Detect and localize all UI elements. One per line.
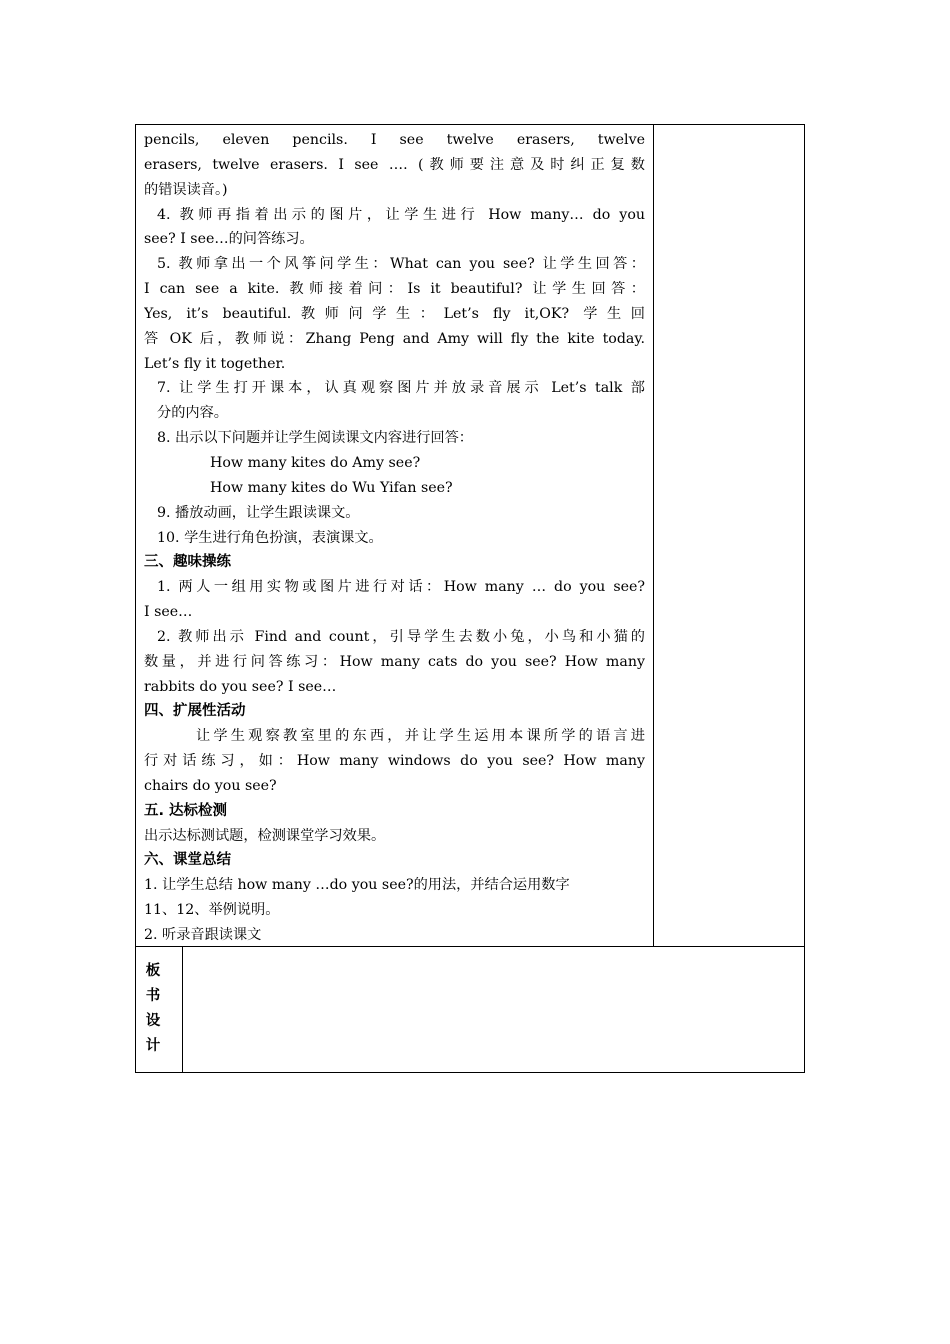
text-line: 数量，并进行问答练习：How many cats do you see? How many xyxy=(144,653,645,670)
text-line: chairs do you see? xyxy=(144,777,277,794)
text-line: 答 OK 后，教师说：Zhang Peng and Amy will fly the kite today. xyxy=(144,330,645,347)
text-line: I can see a kite. 教师接着问：Is it beautiful? 让学生回答： xyxy=(144,281,645,298)
text-line: 的错误读音。) xyxy=(144,181,228,198)
text-line: rabbits do you see? I see… xyxy=(144,678,337,695)
text-line: 分的内容。 xyxy=(157,405,228,422)
text-line: erasers, twelve erasers. I see …. (教师要注意及时纠正复数 xyxy=(144,156,645,173)
text-line: Yes, it’s beautiful.教师问学生：Let’s fly it,OK? 学生回 xyxy=(144,305,645,322)
text-line: 行对话练习，如：How many windows do you see? How many xyxy=(144,753,645,770)
label-char: 计 xyxy=(145,1038,161,1054)
text-line: see? I see…的问答练习。 xyxy=(144,231,314,248)
text-line: 2. 听录音跟读课文 xyxy=(144,927,262,943)
text-line: 让学生观察教室里的东西，并让学生运用本课所学的语言进 xyxy=(196,728,645,745)
text-line: 出示达标测试题，检测课堂学习效果。 xyxy=(144,827,386,844)
text-line: I see… xyxy=(144,604,193,621)
board-design-row xyxy=(136,947,804,1072)
text-line: 2. 教师出示 Find and count，引导学生去数小兔，小鸟和小猫的 xyxy=(157,628,645,645)
question-line: How many kites do Amy see? xyxy=(210,454,421,471)
notes-cell xyxy=(654,125,804,947)
text-line: 11、12、举例说明。 xyxy=(144,902,280,919)
text-line: 1. 两人一组用实物或图片进行对话：How many … do you see? xyxy=(157,579,645,596)
lesson-plan-table xyxy=(135,124,805,1073)
label-char: 板 xyxy=(145,963,161,979)
section-heading: 四、扩展性活动 xyxy=(144,703,246,720)
text-line: 7. 让学生打开课本，认真观察图片并放录音展示 Let’s talk 部 xyxy=(157,380,645,397)
text-line: 8. 出示以下问题并让学生阅读课文内容进行回答： xyxy=(157,430,473,447)
section-heading: 六、课堂总结 xyxy=(144,852,231,869)
text-line: 10. 学生进行角色扮演，表演课文。 xyxy=(157,529,383,546)
text-line: 1. 让学生总结 how many …do you see?的用法，并结合运用数字 xyxy=(144,877,570,894)
text-line: 9. 播放动画，让学生跟读课文。 xyxy=(157,504,360,521)
section-heading: 三、趣味操练 xyxy=(144,554,231,571)
board-design-label xyxy=(136,947,183,1072)
board-design-cell xyxy=(183,947,804,1072)
label-char: 设 xyxy=(145,1013,161,1029)
procedure-content-cell xyxy=(136,125,654,947)
text-line: 4. 教师再指着出示的图片，让学生进行 How many… do you xyxy=(157,206,645,223)
question-line: How many kites do Wu Yifan see? xyxy=(210,479,453,496)
text-line: 5. 教师拿出一个风筝问学生：What can you see? 让学生回答： xyxy=(157,256,645,273)
text-line: pencils, eleven pencils. I see twelve erasers, twelve xyxy=(144,132,645,148)
text-line: Let’s fly it together. xyxy=(144,355,286,372)
section-heading: 五. 达标检测 xyxy=(144,802,228,819)
procedure-row xyxy=(136,125,804,947)
label-char: 书 xyxy=(145,988,161,1004)
